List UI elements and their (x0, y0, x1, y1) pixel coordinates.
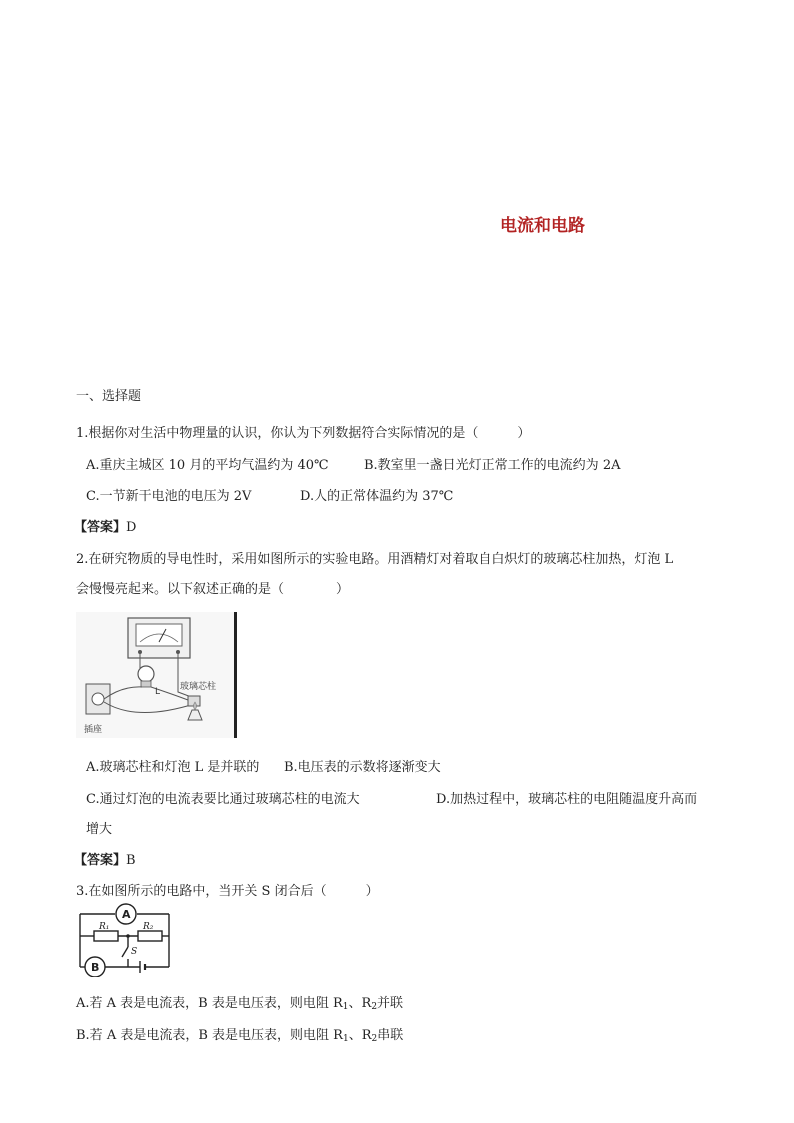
text: B.若 A 表是电流表，B 表是电压表，则电阻 R (76, 1028, 343, 1043)
subscript: 2 (371, 1034, 378, 1044)
page-title: 电流和电路 (500, 216, 585, 236)
circuit-diagram (76, 903, 174, 977)
text: A.若 A 表是电流表，B 表是电压表，则电阻 R (76, 996, 343, 1011)
subscript: 1 (342, 1002, 349, 1012)
conductivity-experiment-figure (76, 612, 237, 738)
answer-value: D (126, 520, 137, 535)
q2-option-d-line1: D.加热过程中，玻璃芯柱的电阻随温度升高而 (436, 792, 698, 807)
q2-stem-line2: 会慢慢亮起来。以下叙述正确的是（ ） (76, 582, 350, 597)
q3-option-a (76, 992, 403, 1012)
q1-answer (74, 516, 136, 535)
q3-stem: 3.在如图所示的电路中，当开关 S 闭合后（ ） (76, 884, 379, 899)
q1-option-a: A.重庆主城区 10 月的平均气温约为 40℃ (86, 458, 329, 473)
subscript: 1 (342, 1034, 349, 1044)
q2-option-c: C.通过灯泡的电流表要比通过玻璃芯柱的电流大 (86, 792, 360, 807)
label-meter-b: B (91, 961, 100, 974)
subscript: 2 (371, 1002, 378, 1012)
q1-option-c: C.一节新干电池的电压为 2V (86, 489, 252, 504)
answer-label: 【答案】 (74, 520, 127, 535)
label-socket: 插座 (84, 725, 103, 735)
answer-label: 【答案】 (74, 853, 127, 868)
text: 、R (348, 996, 372, 1011)
text: 、R (348, 1028, 372, 1043)
q2-option-d-line2: 增大 (86, 822, 113, 837)
q3-option-b (76, 1024, 403, 1044)
label-bulb-L: L (155, 687, 161, 697)
q1-stem: 1.根据你对生活中物理量的认识，你认为下列数据符合实际情况的是（ ） (76, 426, 531, 441)
label-r1: R₁ (99, 922, 110, 932)
q2-option-b: B.电压表的示数将逐渐变大 (284, 760, 441, 775)
label-r2: R₂ (143, 922, 154, 932)
series-parallel-circuit-figure (76, 903, 174, 977)
label-meter-a: A (122, 908, 131, 921)
label-switch-s: S (131, 947, 138, 957)
answer-value: B (126, 853, 136, 868)
circuit-sketch (76, 612, 234, 738)
label-glass-core: 玻璃芯柱 (180, 682, 217, 692)
text: 串联 (377, 1028, 404, 1043)
q1-option-d: D.人的正常体温约为 37℃ (300, 489, 454, 504)
section-heading: 一、选择题 (76, 389, 142, 404)
q2-option-a: A.玻璃芯柱和灯泡 L 是并联的 (86, 760, 260, 775)
q1-option-b: B.教室里一盏日光灯正常工作的电流约为 2A (364, 458, 621, 473)
q2-answer (74, 849, 136, 868)
q2-stem-line1: 2.在研究物质的导电性时，采用如图所示的实验电路。用酒精灯对着取自白炽灯的玻璃芯柱加热，灯泡 L (76, 552, 674, 567)
text: 并联 (377, 996, 404, 1011)
